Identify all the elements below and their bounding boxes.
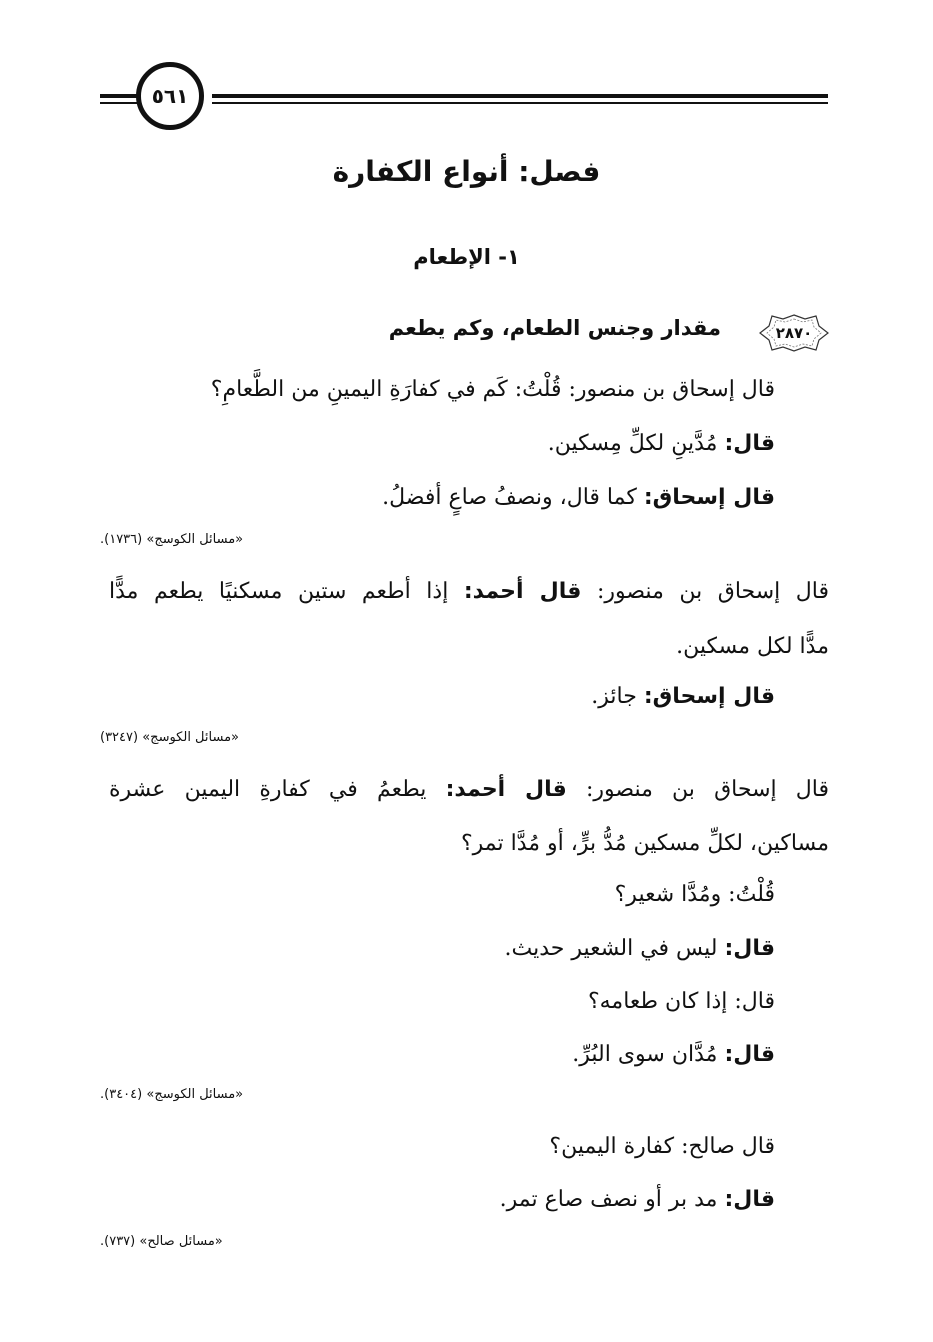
topic-heading [99, 312, 829, 358]
line-text: مُدَّينِ لكلِّ مِسكين. [547, 431, 718, 456]
section-title: ١- الإطعام [413, 245, 520, 269]
line-text: قال صالح: كفارة اليمين؟ [549, 1134, 775, 1159]
line-text: مساكين، لكلِّ مسكين مُدُّ برٍّ، أو مُدَّا تمر؟ [460, 831, 829, 856]
topic-number-badge [759, 314, 829, 352]
header-rule-left-thin [100, 102, 140, 104]
paragraph-line [382, 483, 775, 513]
speaker-label: قال: [724, 1187, 775, 1212]
line-text: قال إسحاق بن منصور: قُلْتُ: كَم في كفارَةِ اليمينِ من الطَّعامِ؟ [210, 377, 775, 402]
paragraph-line [548, 429, 775, 459]
line-text: كما قال، ونصفُ صاعٍ أفضلُ. [382, 485, 637, 510]
chapter-title: فصل: أنواع الكفارة [332, 155, 601, 188]
line-text: قال إسحاق بن منصور: [585, 777, 829, 802]
speaker-label: قال: [724, 431, 775, 456]
line-text: مُدَّان سوى البُرِّ. [572, 1042, 718, 1067]
line-text: ليس في الشعير حديث. [504, 936, 718, 961]
line-text: يطعمُ في كفارةِ اليمين عشرة [109, 777, 427, 802]
speaker-label: قال أحمد: [463, 579, 582, 604]
speaker-label: قال إسحاق: [643, 684, 775, 709]
speaker-label: قال: [724, 936, 775, 961]
line-text: قال إسحاق بن منصور: [596, 579, 829, 604]
topic-number: ٢٨٧٠ [775, 324, 813, 342]
paragraph-line [615, 880, 775, 910]
speaker-label: قال أحمد: [445, 777, 567, 802]
topic-title: مقدار وجنس الطعام، وكم يطعم [388, 316, 721, 340]
paragraph-line [591, 682, 775, 712]
line-text: قُلْتُ: ومُدَّا شعير؟ [614, 882, 775, 907]
speaker-label: قال إسحاق: [643, 485, 775, 510]
page-number: ٥٦١ [151, 84, 189, 108]
paragraph-line [461, 829, 829, 859]
source-citation: «مسائل الكوسج» (٣٤٠٤). [100, 1087, 244, 1102]
source-citation: «مسائل صالح» (٧٣٧). [100, 1234, 223, 1249]
paragraph-line [572, 1040, 775, 1070]
source-citation: «مسائل الكوسج» (١٧٣٦). [100, 532, 244, 547]
paragraph-line [109, 775, 829, 805]
line-text: مدًّا لكل مسكين. [676, 634, 829, 659]
paragraph-line [549, 1132, 775, 1162]
header-rule-left [100, 94, 140, 98]
speaker-label: قال: [724, 1042, 775, 1067]
paragraph-line [109, 577, 829, 607]
paragraph-line [588, 987, 775, 1017]
line-text: مد بر أو نصف صاع تمر. [499, 1187, 718, 1212]
page-header [100, 62, 828, 132]
paragraph-line [211, 375, 775, 405]
paragraph-line [500, 1185, 775, 1215]
line-text: إذا أطعم ستين مسكنيًا يطعم مدًّا [109, 579, 449, 604]
header-rule-right [212, 94, 828, 98]
line-text: جائز. [591, 684, 637, 709]
page-number-circle [136, 62, 204, 130]
paragraph-line [505, 934, 775, 964]
header-rule-right-thin [212, 102, 828, 104]
source-citation: «مسائل الكوسج» (٣٢٤٧) [100, 730, 239, 745]
line-text: قال: إذا كان طعامه؟ [587, 989, 775, 1014]
paragraph-line [676, 632, 829, 662]
